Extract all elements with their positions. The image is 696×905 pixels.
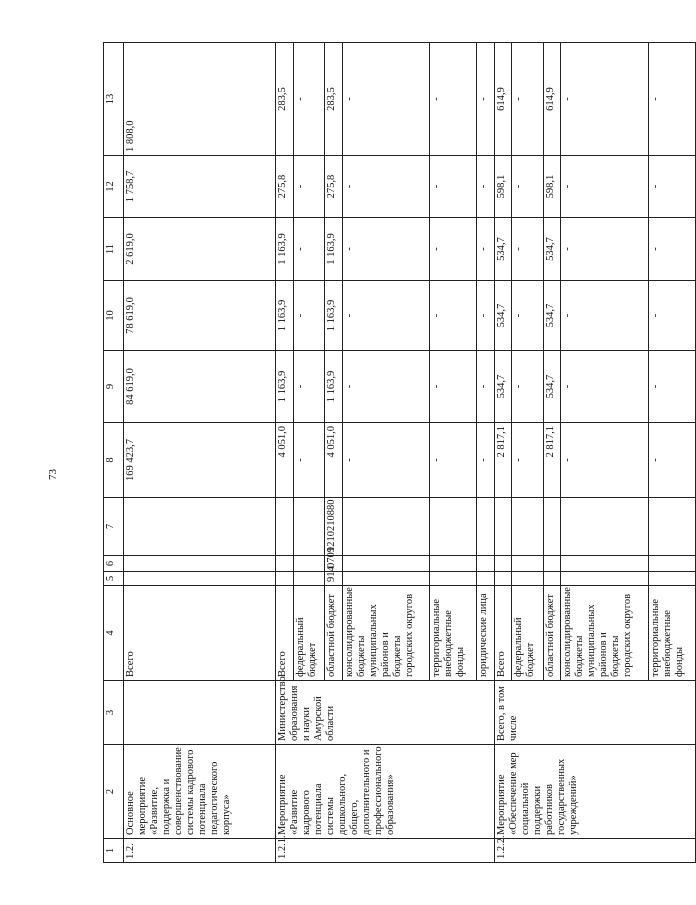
funding-source: федеральный бюджет	[293, 586, 325, 681]
value-cell: -	[512, 423, 544, 498]
value-cell: 2 817,1	[543, 423, 561, 498]
value-cell: 275,8	[275, 156, 293, 218]
code-cell	[494, 498, 512, 556]
value-cell: -	[477, 351, 495, 423]
executor	[123, 681, 275, 745]
code-cell	[543, 556, 561, 572]
funding-source: юридические лица	[477, 586, 495, 681]
value-cell: 614,9	[494, 43, 512, 156]
header-cell: 7	[104, 498, 124, 556]
value-cell: 1 163,9	[325, 218, 343, 281]
code-cell	[275, 572, 293, 586]
value-cell: -	[561, 218, 649, 281]
funding-source: Всего	[494, 586, 512, 681]
header-cell: 5	[104, 572, 124, 586]
value-cell: 614,9	[543, 43, 561, 156]
budget-table	[103, 42, 696, 863]
value-cell: -	[649, 423, 696, 498]
code-cell	[494, 572, 512, 586]
funding-source: Всего	[275, 586, 293, 681]
value-cell: 534,7	[543, 281, 561, 351]
value-cell: 534,7	[543, 218, 561, 281]
row-number: 1.2.	[123, 839, 275, 863]
header-cell: 8	[104, 423, 124, 498]
value-cell: 4 051,0	[325, 423, 343, 498]
header-cell: 1	[104, 839, 124, 863]
funding-source: областной бюджет	[543, 586, 561, 681]
code-cell: 0709	[325, 556, 343, 572]
funding-source: областной бюджет	[325, 586, 343, 681]
code-cell	[342, 498, 430, 556]
funding-source: территориальные внебюджетные фонды	[649, 586, 696, 681]
code-cell	[649, 498, 696, 556]
value-cell: 283,5	[325, 43, 343, 156]
code-cell	[275, 498, 293, 556]
value-cell: -	[512, 281, 544, 351]
value-cell: 78 619,0	[123, 281, 275, 351]
value-cell: -	[430, 218, 477, 281]
page-number: 73	[47, 469, 59, 480]
value-cell: -	[512, 43, 544, 156]
code-cell	[512, 498, 544, 556]
code-cell	[430, 556, 477, 572]
value-cell: -	[561, 423, 649, 498]
header-cell: 13	[104, 43, 124, 156]
code-cell	[342, 572, 430, 586]
value-cell: 534,7	[494, 218, 512, 281]
value-cell: -	[477, 218, 495, 281]
code-cell	[649, 572, 696, 586]
activity-name: Мероприятие «Развитие кадрового потенциала системы дошкольного, общего, дополнительного и профессионального образования»	[275, 745, 494, 839]
code-cell	[477, 556, 495, 572]
table-row	[494, 43, 512, 863]
funding-source: консолидированные бюджеты муниципальных районов и бюджеты городских округов	[561, 586, 649, 681]
header-cell: 11	[104, 218, 124, 281]
value-cell: -	[342, 281, 430, 351]
header-cell: 3	[104, 681, 124, 745]
value-cell: 1 163,9	[275, 351, 293, 423]
code-cell	[512, 556, 544, 572]
code-cell	[543, 498, 561, 556]
value-cell: 2 619,0	[123, 218, 275, 281]
code-cell	[342, 556, 430, 572]
value-cell: 1 758,7	[123, 156, 275, 218]
activity-name: Мероприятие «Обеспечение мер социальной поддержки работников государственных учреждений»	[494, 745, 695, 839]
header-cell: 6	[104, 556, 124, 572]
row-number: 1.2.1.	[275, 839, 494, 863]
value-cell: 1 808,0	[123, 43, 275, 156]
funding-source: Всего	[123, 586, 275, 681]
code-cell: 1210210880	[325, 498, 343, 556]
header-row	[104, 43, 124, 863]
code-cell	[477, 572, 495, 586]
value-cell: -	[293, 156, 325, 218]
executor: Всего, в том числе	[494, 681, 695, 745]
code-cell	[512, 572, 544, 586]
value-cell: -	[561, 156, 649, 218]
row-number: 1.2.2.	[494, 839, 695, 863]
code-cell	[430, 498, 477, 556]
code-cell	[561, 572, 649, 586]
value-cell: -	[293, 281, 325, 351]
funding-source: федеральный бюджет	[512, 586, 544, 681]
code-cell	[275, 556, 293, 572]
budget-table-sheet	[103, 43, 696, 863]
funding-source: консолидированные бюджеты муниципальных районов и бюджеты городских округов	[342, 586, 430, 681]
header-cell: 10	[104, 281, 124, 351]
value-cell: -	[649, 218, 696, 281]
value-cell: -	[649, 43, 696, 156]
header-cell: 12	[104, 156, 124, 218]
table-row	[123, 43, 275, 863]
value-cell: 275,8	[325, 156, 343, 218]
funding-source: территориальные внебюджетные фонды	[430, 586, 477, 681]
value-cell: -	[293, 218, 325, 281]
value-cell: -	[477, 281, 495, 351]
value-cell: -	[477, 156, 495, 218]
code-cell	[430, 572, 477, 586]
value-cell: -	[649, 156, 696, 218]
value-cell: -	[293, 423, 325, 498]
value-cell: -	[430, 43, 477, 156]
value-cell: -	[293, 43, 325, 156]
value-cell: -	[561, 281, 649, 351]
code-cell	[123, 556, 275, 572]
value-cell: -	[477, 43, 495, 156]
header-cell: 9	[104, 351, 124, 423]
value-cell: -	[342, 218, 430, 281]
value-cell: -	[561, 43, 649, 156]
value-cell: -	[342, 351, 430, 423]
executor: Министерство образования и науки Амурской области	[275, 681, 494, 745]
value-cell: -	[512, 156, 544, 218]
value-cell: 4 051,0	[275, 423, 293, 498]
code-cell	[649, 556, 696, 572]
value-cell: 1 163,9	[325, 281, 343, 351]
value-cell: -	[561, 351, 649, 423]
code-cell	[293, 556, 325, 572]
value-cell: -	[293, 351, 325, 423]
value-cell: 169 423,7	[123, 423, 275, 498]
value-cell: 534,7	[494, 281, 512, 351]
value-cell: -	[512, 351, 544, 423]
value-cell: -	[477, 423, 495, 498]
value-cell: 598,1	[543, 156, 561, 218]
value-cell: 534,7	[494, 351, 512, 423]
header-cell: 4	[104, 586, 124, 681]
value-cell: 84 619,0	[123, 351, 275, 423]
code-cell	[293, 498, 325, 556]
value-cell: -	[649, 281, 696, 351]
code-cell	[477, 498, 495, 556]
value-cell: 283,5	[275, 43, 293, 156]
code-cell: 914	[325, 572, 343, 586]
value-cell: 1 163,9	[325, 351, 343, 423]
code-cell	[123, 498, 275, 556]
value-cell: 534,7	[543, 351, 561, 423]
value-cell: -	[342, 423, 430, 498]
value-cell: 2 817,1	[494, 423, 512, 498]
value-cell: -	[430, 281, 477, 351]
code-cell	[494, 556, 512, 572]
value-cell: 598,1	[494, 156, 512, 218]
value-cell: 1 163,9	[275, 281, 293, 351]
code-cell	[293, 572, 325, 586]
code-cell	[561, 498, 649, 556]
value-cell: -	[342, 43, 430, 156]
code-cell	[543, 572, 561, 586]
value-cell: -	[430, 156, 477, 218]
value-cell: -	[430, 423, 477, 498]
code-cell	[123, 572, 275, 586]
value-cell: -	[649, 351, 696, 423]
code-cell	[561, 556, 649, 572]
table-row	[275, 43, 293, 863]
header-cell: 2	[104, 745, 124, 839]
value-cell: -	[512, 218, 544, 281]
value-cell: -	[342, 156, 430, 218]
activity-name: Основное мероприятие «Развитие, поддержка и совершенствование системы кадрового потенциала педагогического корпуса»	[123, 745, 275, 839]
value-cell: -	[430, 351, 477, 423]
value-cell: 1 163,9	[275, 218, 293, 281]
